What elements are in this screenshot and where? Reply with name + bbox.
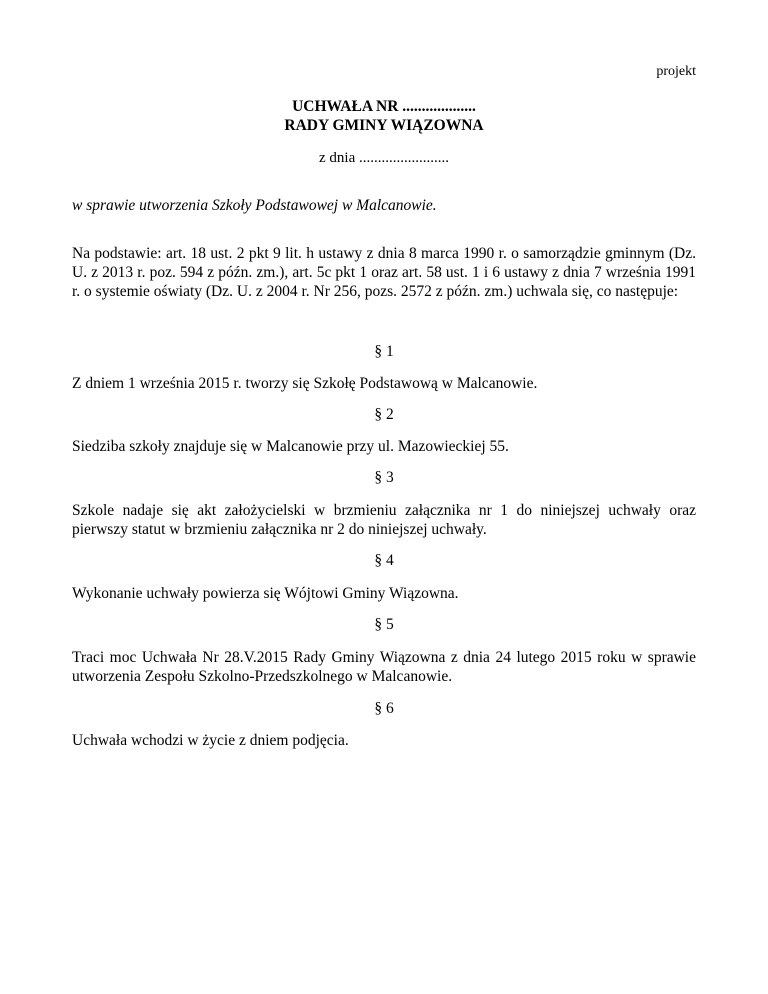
section-text-6: Uchwała wchodzi w życie z dniem podjęcia. [72, 732, 349, 749]
resolution-title [0, 97, 768, 135]
resolution-subject: w sprawie utworzenia Szkoły Podstawowej w Malcanowie. [72, 197, 437, 214]
section-mark-4: § 4 [374, 552, 394, 569]
resolution-number: UCHWAŁA NR ................... [292, 98, 476, 115]
projekt-label: projekt [656, 64, 696, 79]
section-text-4: Wykonanie uchwały powierza się Wójtowi Gminy Wiązowna. [72, 585, 459, 602]
section-mark-2: § 2 [374, 406, 394, 423]
council-name: RADY GMINY WIĄZOWNA [284, 117, 484, 134]
section-mark-3: § 3 [374, 469, 394, 486]
section-mark-5: § 5 [374, 616, 394, 633]
section-text-5: Traci moc Uchwała Nr 28.V.2015 Rady Gminy Wiązowna z dnia 24 lutego 2015 roku w sprawie utworzenia Zespołu Szkolno-Przedszkolnego w Malcanowie. [72, 649, 696, 685]
section-text-2: Siedziba szkoły znajduje się w Malcanowie przy ul. Mazowieckiej 55. [72, 438, 509, 455]
section-text-1: Z dniem 1 września 2015 r. tworzy się Szkołę Podstawową w Malcanowie. [72, 375, 538, 392]
section-text-3: Szkole nadaje się akt założycielski w brzmieniu załącznika nr 1 do niniejszej uchwały oraz pierwszy statut w brzmieniu załącznika nr 2 do niniejszej uchwały. [72, 502, 696, 538]
section-mark-6: § 6 [374, 700, 394, 717]
resolution-date: z dnia ........................ [319, 150, 449, 166]
section-mark-1: § 1 [374, 343, 394, 360]
legal-basis-paragraph: Na podstawie: art. 18 ust. 2 pkt 9 lit. h ustawy z dnia 8 marca 1990 r. o samorządzie gminnym (Dz. U. z 2013 r. poz. 594 z późn. zm.), art. 5c pkt 1 oraz art. 58 ust. 1 i 6 ustawy z dnia 7 września 1991 r. o systemie oświaty (Dz. U. z 2004 r. Nr 256, pozs. 2572 z późn. zm.) uchwala się, co następuje: [72, 245, 696, 300]
